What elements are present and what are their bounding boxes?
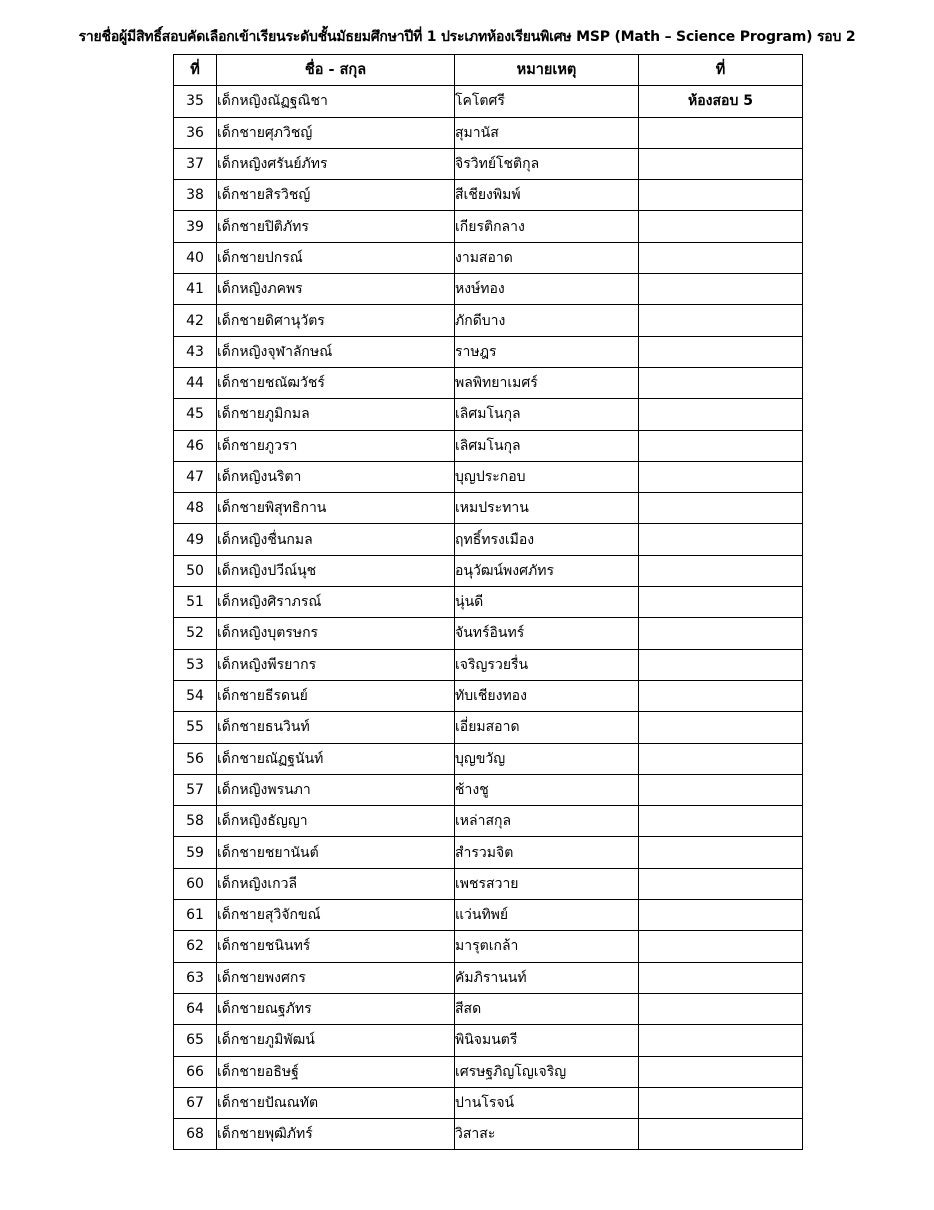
row-number: 50: [174, 555, 217, 586]
row-room: [639, 336, 803, 367]
row-number: 48: [174, 493, 217, 524]
row-surname: นุ่นดี: [455, 587, 639, 618]
header-name: ชื่อ - สกุล: [217, 55, 455, 86]
row-name: เด็กชายปิติภัทร: [217, 211, 455, 242]
table-row: [174, 806, 803, 837]
row-room: [639, 993, 803, 1024]
table-row: [174, 900, 803, 931]
roster-body: [174, 86, 803, 1150]
row-name: เด็กหญิงเกวลี: [217, 868, 455, 899]
row-room: [639, 1087, 803, 1118]
table-row: [174, 1056, 803, 1087]
table-row: [174, 1025, 803, 1056]
row-name: เด็กชายสุวิจักขณ์: [217, 900, 455, 931]
row-number: 54: [174, 680, 217, 711]
row-name: เด็กหญิงชื่นกมล: [217, 524, 455, 555]
row-name: เด็กหญิงณัฏฐณิชา: [217, 86, 455, 117]
table-row: [174, 86, 803, 117]
row-room: [639, 180, 803, 211]
row-name: เด็กหญิงปวีณ์นุช: [217, 555, 455, 586]
table-row: [174, 837, 803, 868]
row-surname: หงษ์ทอง: [455, 274, 639, 305]
row-number: 51: [174, 587, 217, 618]
table-row: [174, 962, 803, 993]
roster-table: [173, 54, 803, 1150]
row-name: เด็กหญิงพรนภา: [217, 774, 455, 805]
row-room: [639, 962, 803, 993]
row-room: [639, 493, 803, 524]
row-name: เด็กชายธีรดนย์: [217, 680, 455, 711]
row-number: 63: [174, 962, 217, 993]
row-surname: วิสาสะ: [455, 1119, 639, 1150]
row-surname: บุญประกอบ: [455, 461, 639, 492]
row-name: เด็กชายภูวรา: [217, 430, 455, 461]
row-name: เด็กชายสิรวิชญ์: [217, 180, 455, 211]
row-number: 39: [174, 211, 217, 242]
row-surname: ช้างชู: [455, 774, 639, 805]
row-surname: เพชรสวาย: [455, 868, 639, 899]
table-row: [174, 242, 803, 273]
table-row: [174, 430, 803, 461]
row-number: 45: [174, 399, 217, 430]
row-surname: เลิศมโนกุล: [455, 399, 639, 430]
row-number: 46: [174, 430, 217, 461]
row-surname: พลพิทยาเมศร์: [455, 367, 639, 398]
row-name: เด็กหญิงจุฬาลักษณ์: [217, 336, 455, 367]
row-number: 36: [174, 117, 217, 148]
table-row: [174, 712, 803, 743]
row-name: เด็กหญิงภคพร: [217, 274, 455, 305]
table-row: [174, 931, 803, 962]
row-number: 59: [174, 837, 217, 868]
row-name: เด็กชายชณัฒวัชร์: [217, 367, 455, 398]
row-room: [639, 117, 803, 148]
row-name: เด็กชายปัณณทัต: [217, 1087, 455, 1118]
row-room: [639, 931, 803, 962]
table-row: [174, 1087, 803, 1118]
table-row: [174, 211, 803, 242]
row-room: [639, 555, 803, 586]
table-row: [174, 680, 803, 711]
row-room: [639, 712, 803, 743]
table-row: [174, 618, 803, 649]
row-number: 47: [174, 461, 217, 492]
row-surname: ฤทธิ์ทรงเมือง: [455, 524, 639, 555]
row-room: [639, 587, 803, 618]
row-room: [639, 148, 803, 179]
row-surname: งามสอาด: [455, 242, 639, 273]
table-row: [174, 993, 803, 1024]
table-row: [174, 180, 803, 211]
row-room: [639, 274, 803, 305]
table-row: [174, 774, 803, 805]
row-surname: คัมภิรานนท์: [455, 962, 639, 993]
table-row: [174, 305, 803, 336]
table-row: [174, 743, 803, 774]
row-number: 66: [174, 1056, 217, 1087]
row-number: 40: [174, 242, 217, 273]
row-name: เด็กหญิงศิราภรณ์: [217, 587, 455, 618]
row-name: เด็กหญิงพีรยากร: [217, 649, 455, 680]
row-name: เด็กชายพงศกร: [217, 962, 455, 993]
row-name: เด็กชายชนินทร์: [217, 931, 455, 962]
row-number: 49: [174, 524, 217, 555]
row-room: [639, 524, 803, 555]
table-row: [174, 367, 803, 398]
table-row: [174, 148, 803, 179]
table-row: [174, 555, 803, 586]
page-title: รายชื่อผู้มีสิทธิ์สอบคัดเลือกเข้าเรียนระดับชั้นมัธยมศึกษาปีที่ 1 ประเภทห้องเรียนพิเศษ MSP (Math – Science Program) รอบ 2: [78, 29, 856, 45]
table-row: [174, 587, 803, 618]
table-row: [174, 336, 803, 367]
row-surname: อนุวัฒน์พงศภัทร: [455, 555, 639, 586]
row-surname: เหล่าสกุล: [455, 806, 639, 837]
row-surname: จิรวิทย์โชติกุล: [455, 148, 639, 179]
row-name: เด็กชายพิสุทธิกาน: [217, 493, 455, 524]
table-row: [174, 868, 803, 899]
row-surname: จันทร์อินทร์: [455, 618, 639, 649]
row-name: เด็กชายภูมิกมล: [217, 399, 455, 430]
table-row: [174, 461, 803, 492]
row-room: [639, 305, 803, 336]
row-surname: เหมประทาน: [455, 493, 639, 524]
row-room: [639, 461, 803, 492]
row-room: ห้องสอบ 5: [639, 86, 803, 117]
row-number: 55: [174, 712, 217, 743]
row-name: เด็กชายชยานันต์: [217, 837, 455, 868]
row-number: 41: [174, 274, 217, 305]
row-number: 64: [174, 993, 217, 1024]
row-room: [639, 618, 803, 649]
table-row: [174, 649, 803, 680]
row-room: [639, 649, 803, 680]
row-number: 53: [174, 649, 217, 680]
row-number: 60: [174, 868, 217, 899]
row-number: 37: [174, 148, 217, 179]
row-surname: เศรษฐภิญโญเจริญ: [455, 1056, 639, 1087]
row-room: [639, 743, 803, 774]
row-number: 58: [174, 806, 217, 837]
row-surname: บุญขวัญ: [455, 743, 639, 774]
row-surname: เลิศมโนกุล: [455, 430, 639, 461]
row-surname: สำรวมจิต: [455, 837, 639, 868]
row-surname: เอี่ยมสอาด: [455, 712, 639, 743]
table-header-row: [174, 55, 803, 86]
row-surname: มารุตเกล้า: [455, 931, 639, 962]
row-number: 35: [174, 86, 217, 117]
row-number: 67: [174, 1087, 217, 1118]
row-room: [639, 774, 803, 805]
row-room: [639, 1119, 803, 1150]
row-room: [639, 680, 803, 711]
row-surname: สีเชียงพิมพ์: [455, 180, 639, 211]
row-room: [639, 1056, 803, 1087]
row-name: เด็กหญิงนริตา: [217, 461, 455, 492]
table-row: [174, 117, 803, 148]
row-surname: เจริญรวยรื่น: [455, 649, 639, 680]
row-surname: ทับเชียงทอง: [455, 680, 639, 711]
row-number: 65: [174, 1025, 217, 1056]
row-name: เด็กชายณัฏฐนันท์: [217, 743, 455, 774]
table-row: [174, 274, 803, 305]
row-room: [639, 868, 803, 899]
header-note: หมายเหตุ: [455, 55, 639, 86]
header-room: ที่: [639, 55, 803, 86]
row-name: เด็กชายพุฒิภัทร์: [217, 1119, 455, 1150]
row-surname: ราษฎร: [455, 336, 639, 367]
row-name: เด็กหญิงธัญญา: [217, 806, 455, 837]
row-number: 57: [174, 774, 217, 805]
row-name: เด็กชายดิศานุวัตร: [217, 305, 455, 336]
row-name: เด็กหญิงศรันย์ภัทร: [217, 148, 455, 179]
row-room: [639, 242, 803, 273]
row-number: 62: [174, 931, 217, 962]
row-name: เด็กหญิงบุตรษกร: [217, 618, 455, 649]
table-row: [174, 524, 803, 555]
row-surname: ปานโรจน์: [455, 1087, 639, 1118]
row-surname: โคโตศรี: [455, 86, 639, 117]
row-name: เด็กชายณฐภัทร: [217, 993, 455, 1024]
table-row: [174, 399, 803, 430]
row-room: [639, 1025, 803, 1056]
row-surname: สีสด: [455, 993, 639, 1024]
row-name: เด็กชายธนวินท์: [217, 712, 455, 743]
row-room: [639, 806, 803, 837]
row-room: [639, 367, 803, 398]
row-number: 42: [174, 305, 217, 336]
row-room: [639, 837, 803, 868]
row-room: [639, 430, 803, 461]
row-room: [639, 399, 803, 430]
row-name: เด็กชายอธิษฐ์: [217, 1056, 455, 1087]
table-row: [174, 493, 803, 524]
row-surname: แว่นทิพย์: [455, 900, 639, 931]
row-number: 68: [174, 1119, 217, 1150]
row-number: 43: [174, 336, 217, 367]
row-room: [639, 900, 803, 931]
header-number: ที่: [174, 55, 217, 86]
row-surname: เกียรติกลาง: [455, 211, 639, 242]
row-name: เด็กชายศุภวิชญ์: [217, 117, 455, 148]
table-row: [174, 1119, 803, 1150]
row-room: [639, 211, 803, 242]
row-surname: ภักดีบาง: [455, 305, 639, 336]
row-number: 61: [174, 900, 217, 931]
row-name: เด็กชายปกรณ์: [217, 242, 455, 273]
row-surname: สุมานัส: [455, 117, 639, 148]
row-name: เด็กชายภูมิพัฒน์: [217, 1025, 455, 1056]
row-number: 56: [174, 743, 217, 774]
row-number: 38: [174, 180, 217, 211]
row-surname: พินิจมนตรี: [455, 1025, 639, 1056]
row-number: 44: [174, 367, 217, 398]
row-number: 52: [174, 618, 217, 649]
